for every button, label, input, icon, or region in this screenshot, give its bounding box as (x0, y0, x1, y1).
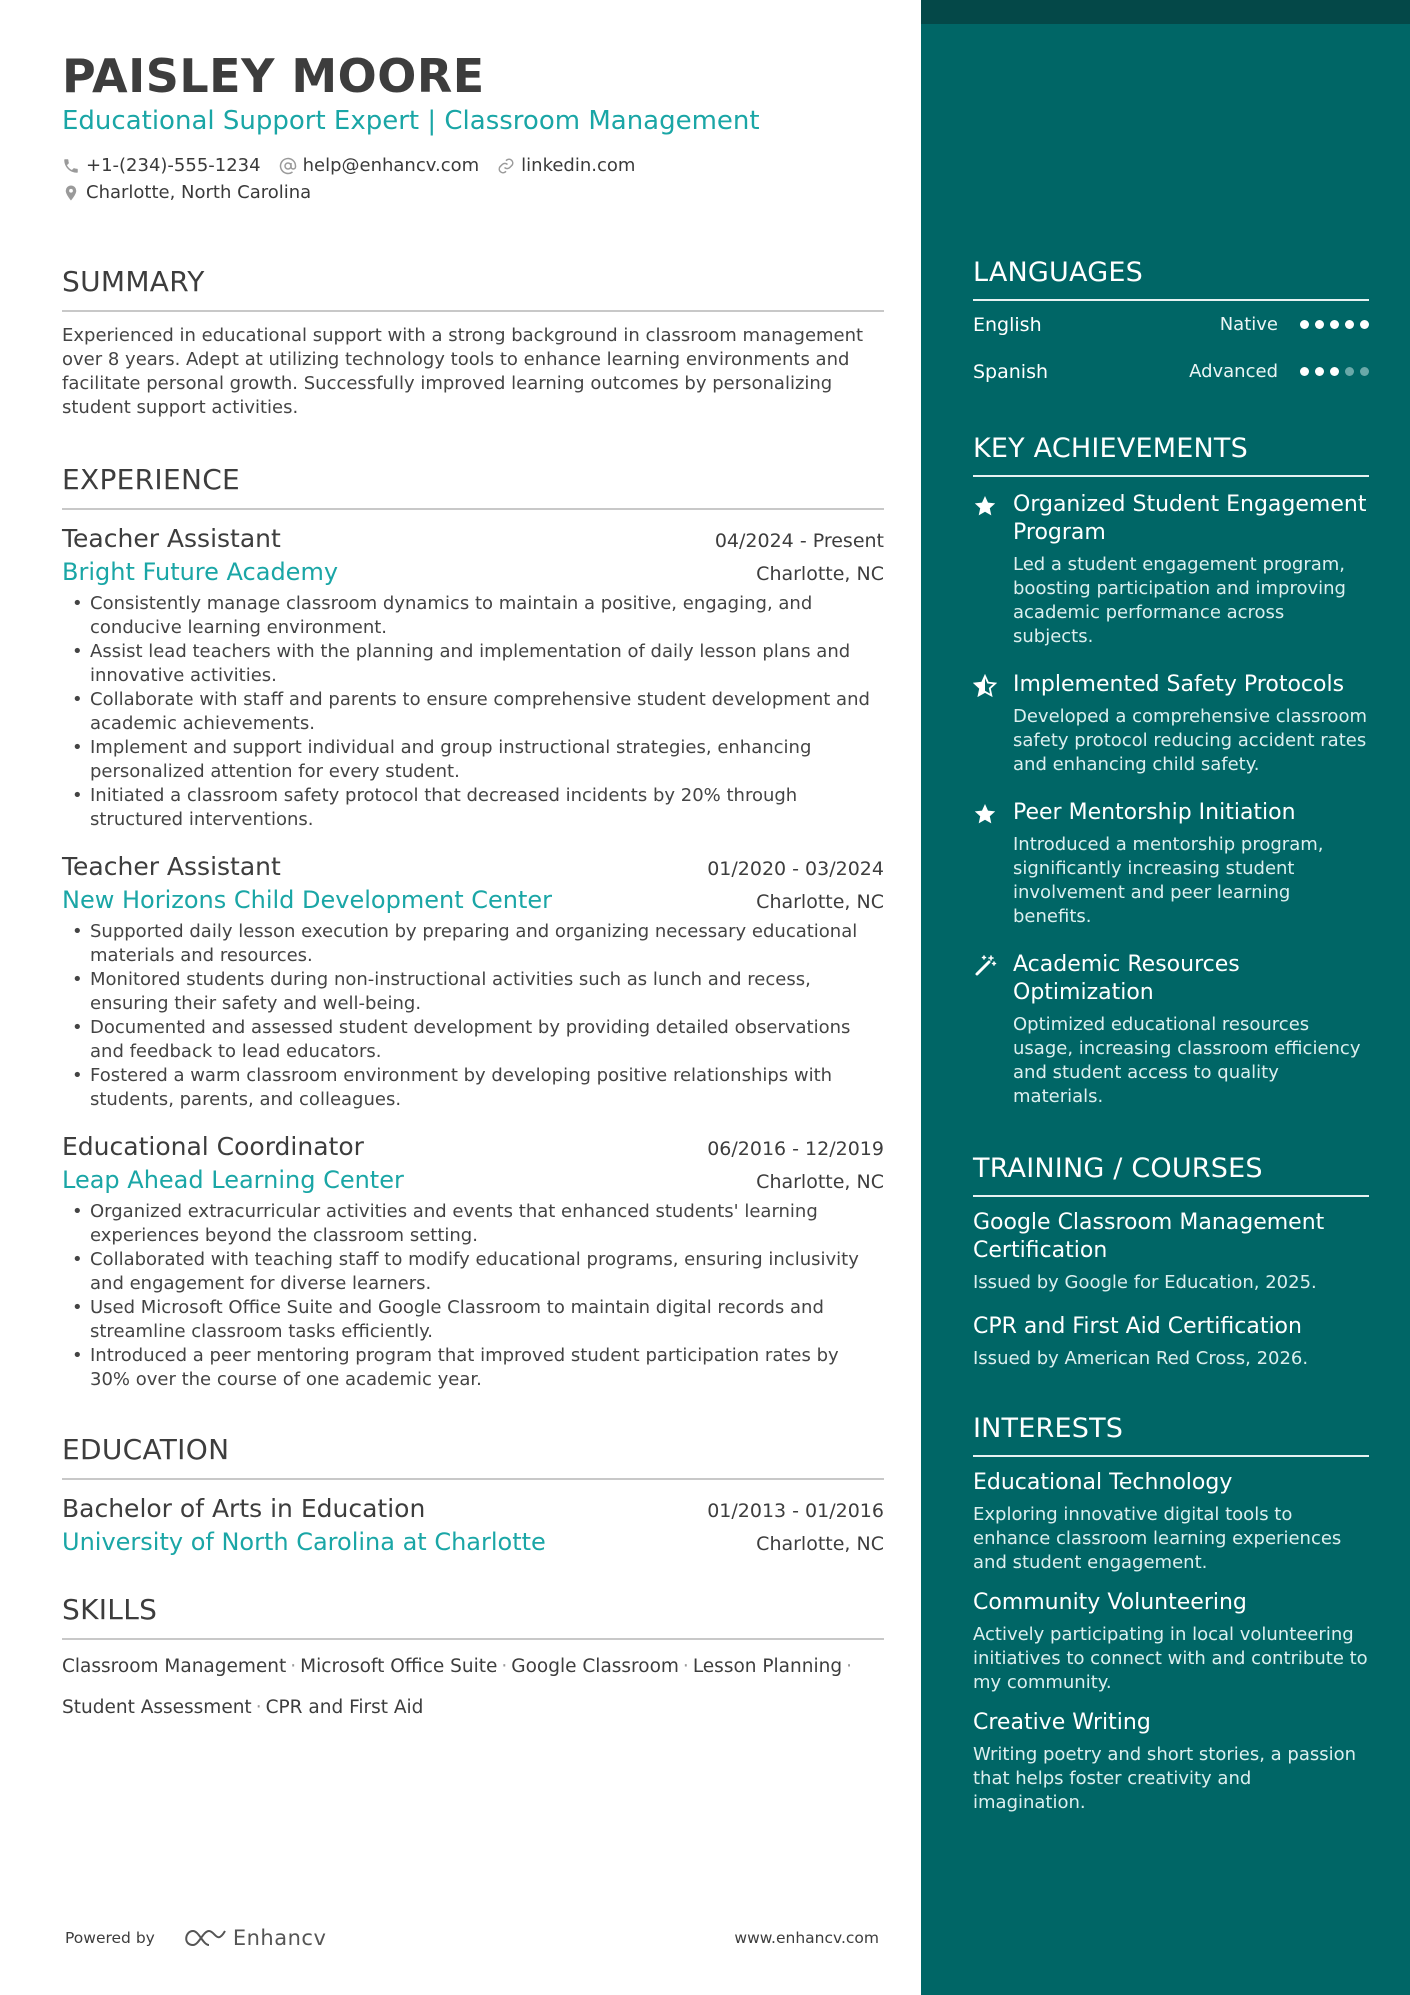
rating-dot (1300, 367, 1309, 376)
job-date: 06/2016 - 12/2019 (707, 1138, 884, 1160)
contact-info (62, 152, 884, 206)
language-level: Advanced (1189, 361, 1278, 382)
education-date: 01/2013 - 01/2016 (707, 1500, 884, 1522)
main-column (62, 48, 884, 1728)
job-title: Educational Coordinator (62, 1132, 364, 1161)
language-rating (1300, 320, 1369, 329)
rating-dot (1345, 367, 1354, 376)
achievement-description: Optimized educational resources usage, increasing classroom efficiency and student access to quality materials. (1013, 1014, 1361, 1107)
interest-description: Exploring innovative digital tools to enhance classroom learning experiences and student engagement. (973, 1504, 1342, 1573)
bullet-item: • Used Microsoft Office Suite and Google Classroom to maintain digital records and streamline classroom tasks efficiently. (62, 1296, 884, 1344)
languages-section (973, 255, 1369, 395)
language-rating (1300, 367, 1369, 376)
bullet-item: • Fostered a warm classroom environment by developing positive relationships with students, parents, and colleagues. (62, 1064, 884, 1112)
achievement-item (973, 671, 1369, 777)
language-row (973, 301, 1369, 348)
course-item (973, 1209, 1369, 1295)
language-row (973, 348, 1369, 395)
bullet-item: • Initiated a classroom safety protocol that decreased incidents by 20% through structured interventions. (62, 784, 884, 832)
rating-dot (1330, 320, 1339, 329)
location-text: Charlotte, North Carolina (86, 182, 312, 203)
interest-title: Community Volunteering (973, 1590, 1247, 1615)
education-title: EDUCATION (62, 1432, 884, 1480)
achievement-item (973, 799, 1369, 929)
brand-name: Enhancv (232, 1926, 327, 1950)
job-location: Charlotte, NC (756, 1171, 884, 1193)
school: University of North Carolina at Charlotte (62, 1528, 546, 1556)
job-title: Teacher Assistant (62, 852, 281, 881)
interests-title: INTERESTS (973, 1411, 1369, 1457)
job-date: 04/2024 - Present (714, 530, 884, 552)
email-item[interactable] (279, 155, 480, 176)
language-level: Native (1219, 314, 1278, 335)
job-entry (62, 1130, 884, 1392)
interest-description: Actively participating in local volunteering initiatives to connect with and contribute to my community. (973, 1624, 1368, 1693)
achievement-title: Academic Resources Optimization (1013, 952, 1240, 1005)
email-text: help@enhancv.com (302, 155, 480, 176)
job-organization: Leap Ahead Learning Center (62, 1166, 404, 1194)
course-title: CPR and First Aid Certification (973, 1314, 1302, 1339)
experience-title: EXPERIENCE (62, 462, 884, 510)
bullet-item: • Collaborate with staff and parents to ensure comprehensive student development and academic achievements. (62, 688, 884, 736)
phone-text: +1-(234)-555-1234 (86, 155, 261, 176)
job-organization: New Horizons Child Development Center (62, 886, 553, 914)
course-item (973, 1313, 1369, 1371)
link-icon (497, 157, 515, 175)
rating-dot (1315, 320, 1324, 329)
powered-by-text: Powered by (65, 1929, 155, 1947)
achievement-title: Peer Mentorship Initiation (1013, 800, 1296, 825)
star-icon (973, 802, 997, 826)
star-icon (973, 494, 997, 518)
training-section (973, 1151, 1369, 1371)
achievement-title: Implemented Safety Protocols (1013, 672, 1345, 697)
job-title: Teacher Assistant (62, 524, 281, 553)
summary-section (62, 264, 884, 420)
bullet-item: • Consistently manage classroom dynamics to maintain a positive, engaging, and conducive learning environment. (62, 592, 884, 640)
achievement-description: Developed a comprehensive classroom safety protocol reducing accident rates and enhancing child safety. (1013, 706, 1367, 775)
footer (65, 1926, 879, 1950)
phone-icon (62, 157, 80, 175)
skill-separator: · (501, 1656, 508, 1677)
bullet-item: • Organized extracurricular activities and events that enhanced students' learning experiences beyond the classroom setting. (62, 1200, 884, 1248)
job-organization: Bright Future Academy (62, 558, 339, 586)
job-entry (62, 522, 884, 832)
skill-separator: · (255, 1697, 262, 1718)
rating-dot (1330, 367, 1339, 376)
education-entry (62, 1492, 884, 1558)
skill-separator: · (846, 1656, 852, 1677)
achievements-section (973, 431, 1369, 1109)
magic-wand-icon (973, 954, 997, 978)
language-name: English (973, 313, 1042, 336)
bullet-item: • Monitored students during non-instructional activities such as lunch and recess, ensuring their safety and well-being. (62, 968, 884, 1016)
interest-item (973, 1709, 1369, 1815)
bullet-item: • Documented and assessed student development by providing detailed observations and feedback to lead educators. (62, 1016, 884, 1064)
bullet-item: • Implement and support individual and group instructional strategies, enhancing personalized attention for every student. (62, 736, 884, 784)
training-title: TRAINING / COURSES (973, 1151, 1369, 1197)
location-pin-icon (62, 184, 80, 202)
course-issuer: Issued by Google for Education, 2025. (973, 1272, 1317, 1293)
languages-title: LANGUAGES (973, 255, 1369, 301)
phone-item[interactable] (62, 155, 261, 176)
bullet-item: • Assist lead teachers with the planning and implementation of daily lesson plans and innovative activities. (62, 640, 884, 688)
enhancv-logo-icon (181, 1927, 227, 1949)
interest-title: Educational Technology (973, 1470, 1233, 1495)
job-bullets (62, 920, 884, 1112)
skill-item: Student Assessment (62, 1697, 252, 1718)
interests-section (973, 1411, 1369, 1815)
achievements-title: KEY ACHIEVEMENTS (973, 431, 1369, 477)
education-location: Charlotte, NC (756, 1533, 884, 1555)
skills-title: SKILLS (62, 1592, 884, 1640)
achievement-description: Introduced a mentorship program, significantly increasing student involvement and peer learning benefits. (1013, 834, 1324, 927)
rating-dot (1345, 320, 1354, 329)
interest-item (973, 1469, 1369, 1575)
skill-item: Google Classroom (511, 1656, 679, 1677)
skill-item: Lesson Planning (692, 1656, 843, 1677)
course-issuer: Issued by American Red Cross, 2026. (973, 1348, 1309, 1369)
skill-separator: · (290, 1656, 297, 1677)
job-bullets (62, 1200, 884, 1392)
star-half-icon (973, 674, 997, 698)
rating-dot (1315, 367, 1324, 376)
website-link[interactable]: www.enhancv.com (734, 1929, 879, 1947)
bullet-item: • Collaborated with teaching staff to modify educational programs, ensuring inclusivity and engagement for diverse learners. (62, 1248, 884, 1296)
experience-section (62, 462, 884, 1392)
linkedin-text: linkedin.com (521, 155, 636, 176)
job-date: 01/2020 - 03/2024 (707, 858, 884, 880)
education-section (62, 1432, 884, 1558)
achievement-title: Organized Student Engagement Program (1013, 492, 1367, 545)
linkedin-item[interactable] (497, 155, 635, 176)
candidate-name: PAISLEY MOORE (62, 49, 485, 103)
job-location: Charlotte, NC (756, 891, 884, 913)
job-location: Charlotte, NC (756, 563, 884, 585)
degree: Bachelor of Arts in Education (62, 1494, 426, 1523)
rating-dot (1300, 320, 1309, 329)
brand[interactable] (65, 1926, 326, 1950)
summary-text: Experienced in educational support with a strong background in classroom management over 8 years. Adept at utilizing technology tools to enhance learning environments and facilitate personal growth. Successfully improved learning outcomes by personalizing student support activities. (62, 325, 864, 418)
sidebar (921, 0, 1410, 1995)
interest-description: Writing poetry and short stories, a passion that helps foster creativity and imagination. (973, 1744, 1357, 1813)
interest-title: Creative Writing (973, 1710, 1151, 1735)
summary-title: SUMMARY (62, 264, 884, 312)
skill-separator: · (682, 1656, 689, 1677)
skill-item: Classroom Management (62, 1656, 287, 1677)
job-bullets (62, 592, 884, 832)
rating-dot (1360, 320, 1369, 329)
at-icon (279, 157, 297, 175)
achievement-description: Led a student engagement program, boosting participation and improving academic performance across subjects. (1013, 554, 1346, 647)
achievement-item (973, 951, 1369, 1109)
location-item (62, 182, 311, 203)
sidebar-top-band (921, 0, 1410, 24)
rating-dot (1360, 367, 1369, 376)
skills-list (62, 1646, 884, 1728)
headline: Educational Support Expert | Classroom Management (62, 106, 760, 136)
skill-item: CPR and First Aid (265, 1697, 424, 1718)
job-entry (62, 850, 884, 1112)
skill-item: Microsoft Office Suite (300, 1656, 498, 1677)
bullet-item: • Introduced a peer mentoring program that improved student participation rates by 30% over the course of one academic year. (62, 1344, 884, 1392)
skills-section (62, 1592, 884, 1728)
achievement-item (973, 491, 1369, 649)
bullet-item: • Supported daily lesson execution by preparing and organizing necessary educational materials and resources. (62, 920, 884, 968)
course-title: Google Classroom Management Certification (973, 1210, 1325, 1263)
language-name: Spanish (973, 360, 1049, 383)
interest-item (973, 1589, 1369, 1695)
